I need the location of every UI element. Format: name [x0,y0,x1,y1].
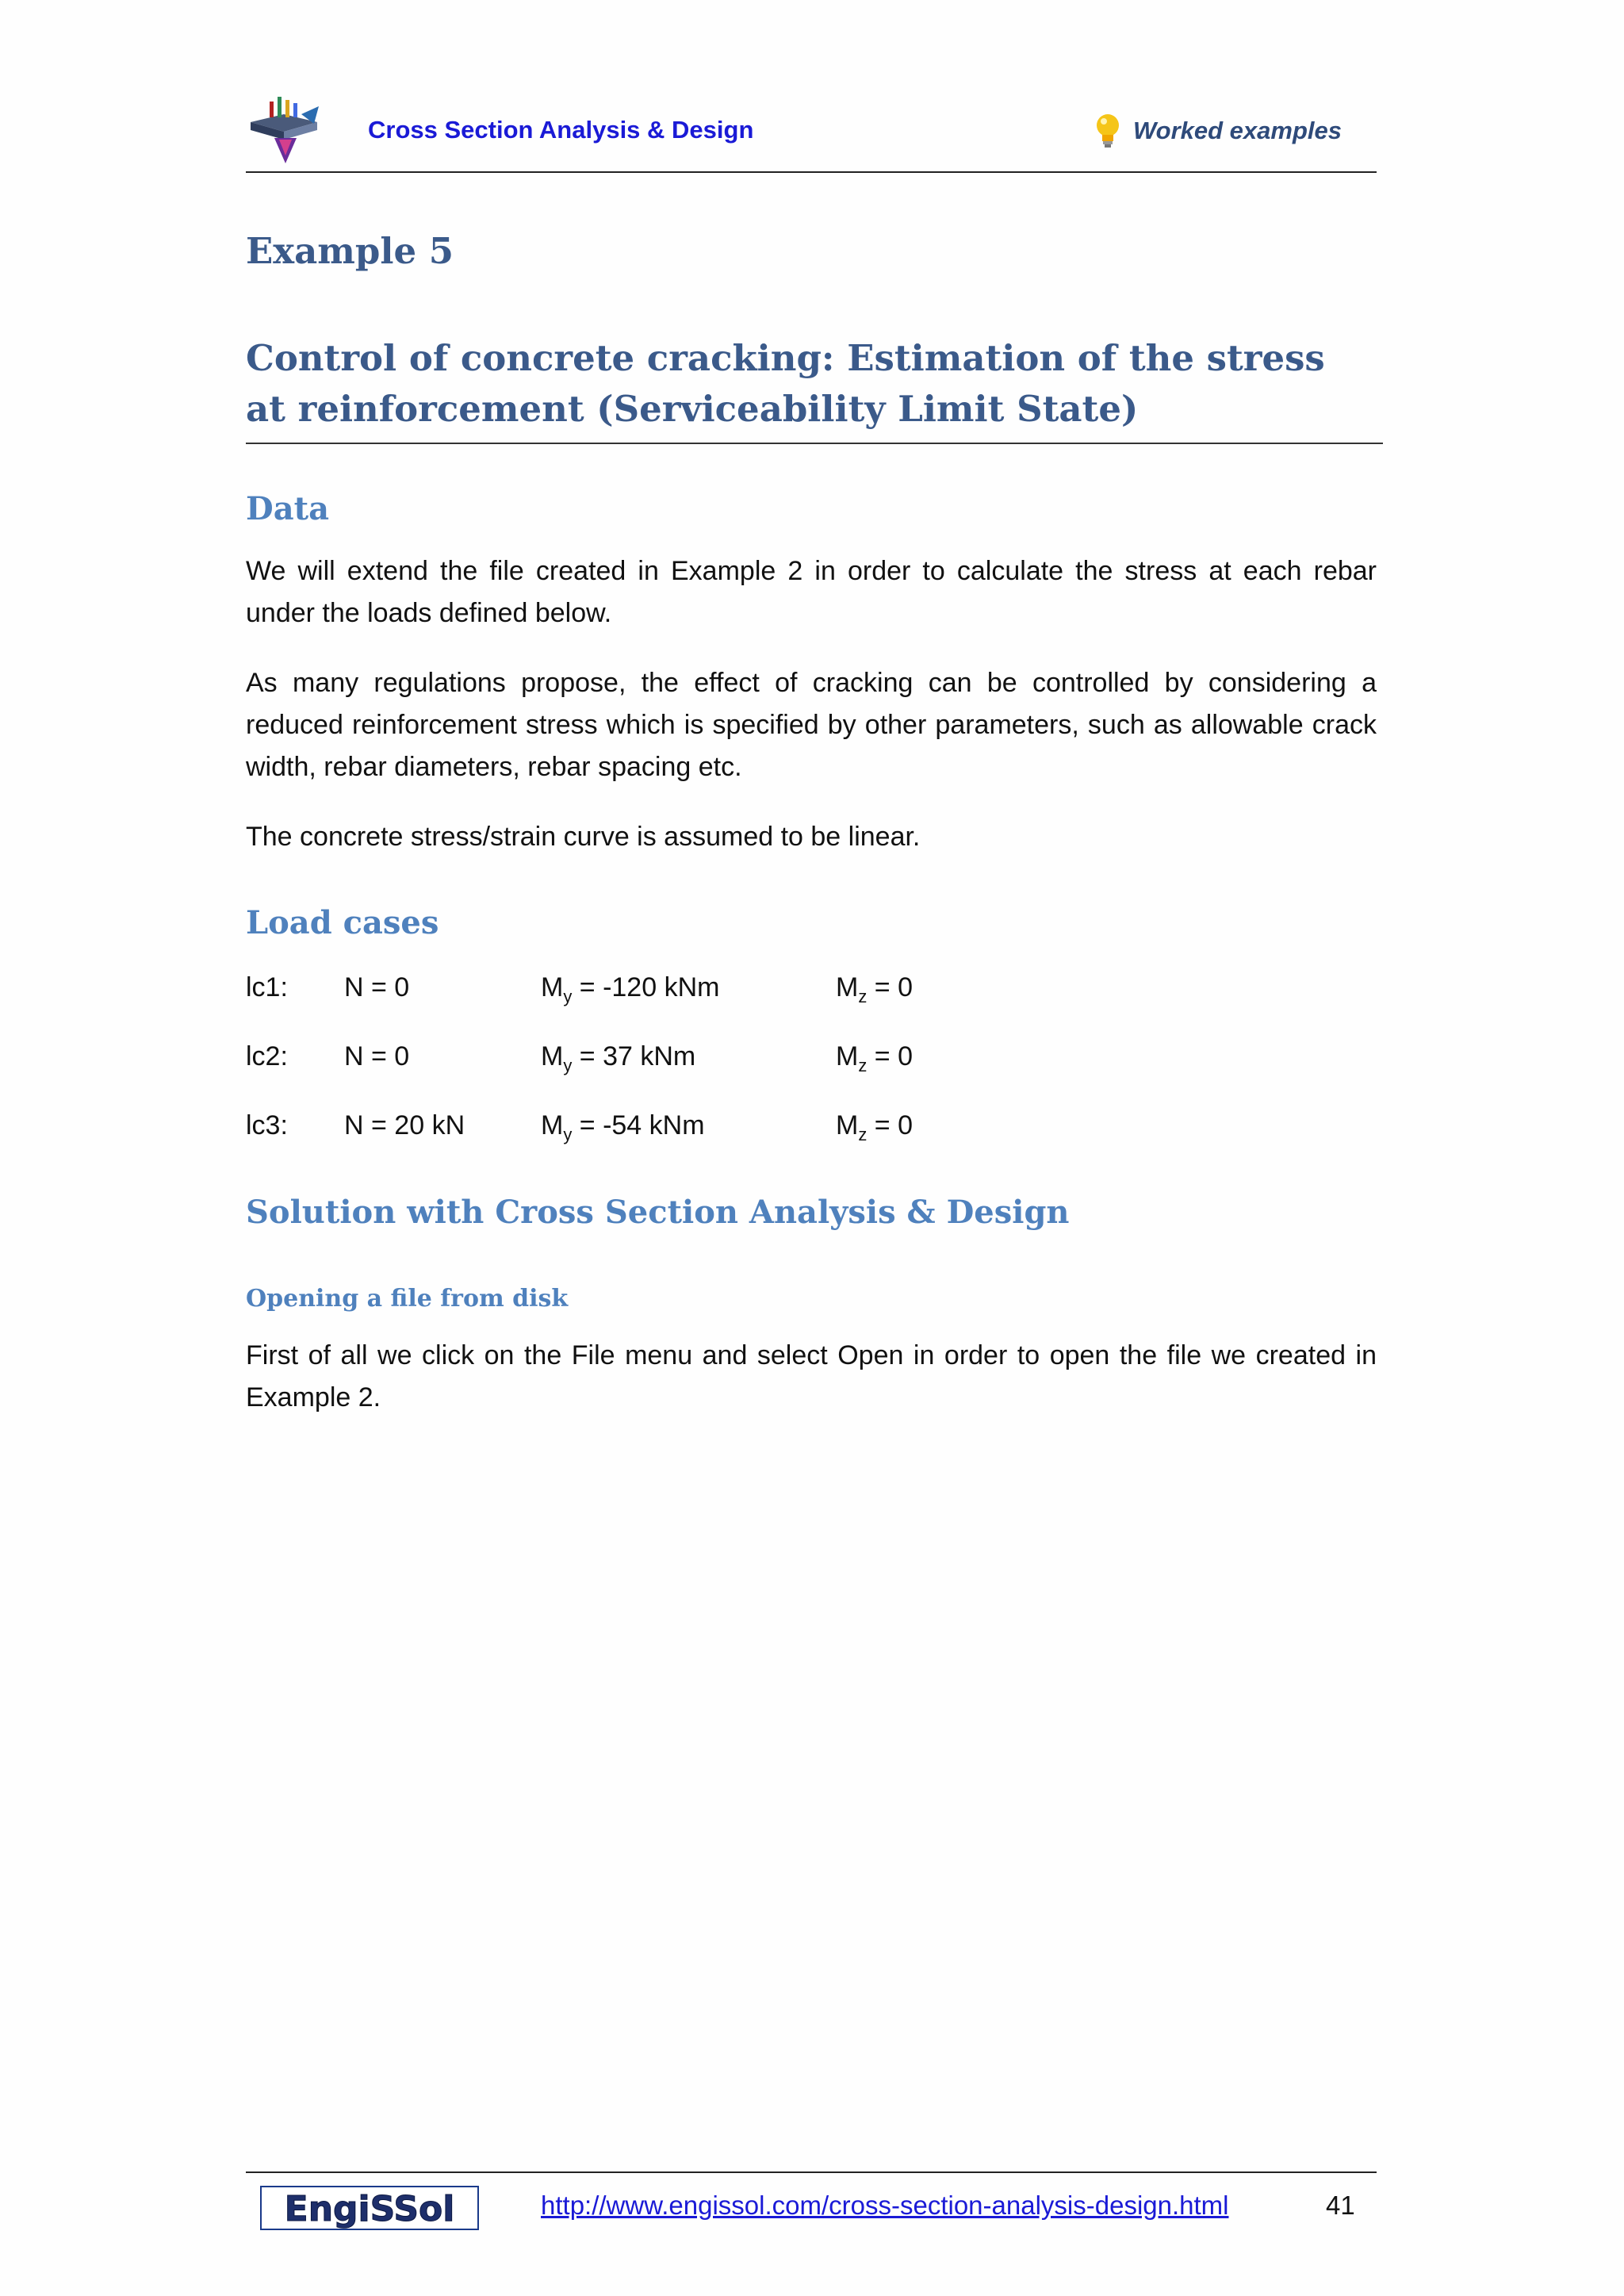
load-case-n: N = 20 kN [344,1110,465,1140]
paragraph: We will extend the file created in Example 2 in order to calculate the stress at each rebar under the loads defined below. [246,556,1377,628]
footer-divider [246,2171,1377,2173]
example-title: Example 5 [246,230,454,272]
main-title: Control of concrete cracking: Estimation of the stress at reinforcement (Serviceability Limit State) [246,337,1325,430]
load-case-n: N = 0 [344,1041,410,1071]
header-right [1094,113,1342,149]
header-worked-examples: Worked examples [1132,117,1342,144]
load-case-n: N = 0 [344,972,410,1002]
cross-section-app-logo-icon [246,90,322,167]
page-header [246,89,1377,173]
engissol-logo [260,2186,479,2230]
header-divider [246,171,1377,173]
paragraph: First of all we click on the File menu and select Open in order to open the file we created in Example 2. [246,1340,1377,1412]
page-number: 41 [1326,2191,1355,2220]
subheading-opening-file: Opening a file from disk [246,1285,569,1313]
section-heading-solution: Solution with Cross Section Analysis & Design [246,1194,1070,1231]
load-case-mz: $M_z = 0$ [836,972,913,1006]
svg-text:EngiSSol: EngiSSol [284,2189,455,2229]
load-case-mz: $M_z = 0$ [836,1110,913,1144]
load-case-id: lc1: [246,972,288,1002]
load-case-id: lc3: [246,1110,288,1140]
section-heading-data: Data [246,490,329,527]
section-heading-load-cases: Load cases [246,904,439,941]
load-case-my: $M_y = 37$ kNm [541,1041,696,1075]
load-case-my: $M_y = -54$ kNm [541,1110,705,1144]
paragraph: The concrete stress/strain curve is assumed to be linear. [246,822,921,852]
footer-website-link[interactable]: http://www.engissol.com/cross-section-analysis-design.html [541,2191,1229,2220]
paragraph: As many regulations propose, the effect of cracking can be controlled by considering a reduced reinforcement stress which is specified by other parameters, such as allowable crack width, rebar diameters, rebar spacing etc. [246,668,1377,782]
lightbulb-icon [1094,113,1122,149]
title-divider [246,443,1383,444]
load-case-mz: $M_z = 0$ [836,1041,913,1075]
load-case-id: lc2: [246,1041,288,1071]
header-title: Cross Section Analysis & Design [368,116,754,144]
load-case-my: $M_y = -120$ kNm [541,972,720,1006]
